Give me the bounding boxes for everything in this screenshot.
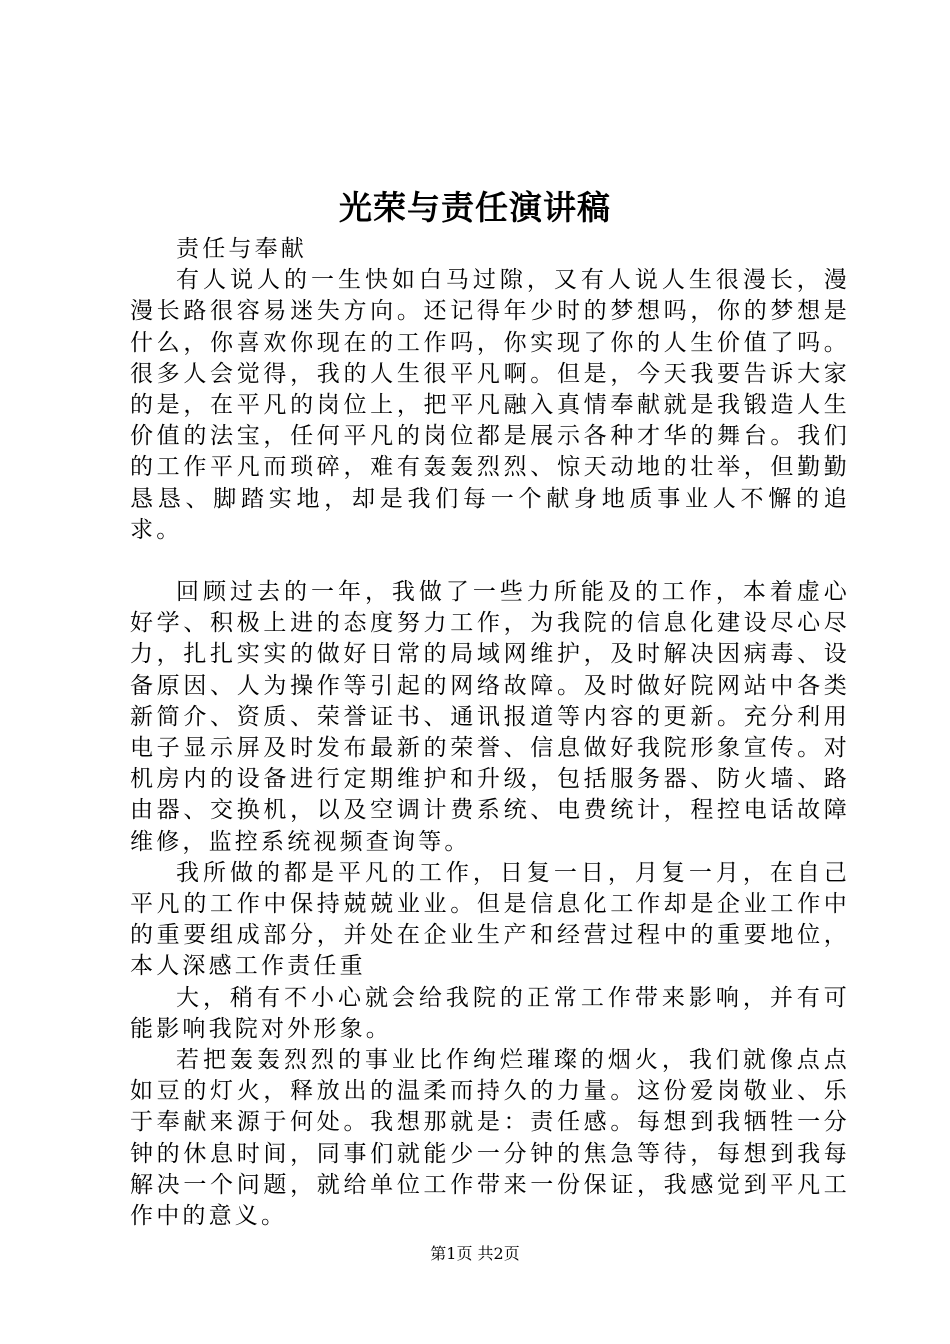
page-number: 第1页 共2页: [430, 1244, 520, 1263]
document-title: 光荣与责任演讲稿: [339, 188, 611, 227]
paragraph-heading: 责任与奉献: [176, 236, 307, 262]
paragraph-dedication: 若把轰轰烈烈的事业比作绚烂璀璨的烟火，我们就像点点如豆的灯火，释放出的温柔而持久的力量。这份爱岗敬业、乐于奉献来源于何处。我想那就是：责任感。每想到我牺牲一分钟的休息时间，同事们就能少一分钟的焦急等待，每想到我每解决一个问题，就给单位工作带来一份保证，我感觉到平凡工作中的意义。: [130, 1047, 850, 1230]
document-body: [130, 234, 850, 1232]
paragraph-review: 回顾过去的一年，我做了一些力所能及的工作，本着虚心好学、积极上进的态度努力工作，为我院的信息化建设尽心尽力，扎扎实实的做好日常的局域网维护，及时解决因病毒、设备原因、人为操作等引起的网络故障。及时做好院网站中各类新简介、资质、荣誉证书、通讯报道等内容的更新。充分利用电子显示屏及时发布最新的荣誉、信息做好我院形象宣传。对机房内的设备进行定期维护和升级，包括服务器、防火墙、路由器、交换机，以及空调计费系统、电费统计，程控电话故障维修，监控系统视频查询等。: [130, 579, 850, 855]
paragraph-intro: 有人说人的一生快如白马过隙，又有人说人生很漫长，漫漫长路很容易迷失方向。还记得年少时的梦想吗，你的梦想是什么，你喜欢你现在的工作吗，你实现了你的人生价值了吗。很多人会觉得，我的人生很平凡啊。但是，今天我要告诉大家的是，在平凡的岗位上，把平凡融入真情奉献就是我锻造人生价值的法宝，任何平凡的岗位都是展示各种才华的舞台。我们的工作平凡而琐碎，难有轰轰烈烈、惊天动地的壮举，但勤勤恳恳、脚踏实地，却是我们每一个献身地质事业人不懈的追求。: [130, 267, 850, 543]
paragraph-responsibility: 大，稍有不小心就会给我院的正常工作带来影响，并有可能影响我院对外形象。: [130, 984, 850, 1042]
paragraph-ordinary-work: 我所做的都是平凡的工作，日复一日，月复一月，在自己平凡的工作中保持兢兢业业。但是信息化工作却是企业工作中的重要组成部分，并处在企业生产和经营过程中的重要地位，本人深感工作责任重: [130, 859, 850, 980]
